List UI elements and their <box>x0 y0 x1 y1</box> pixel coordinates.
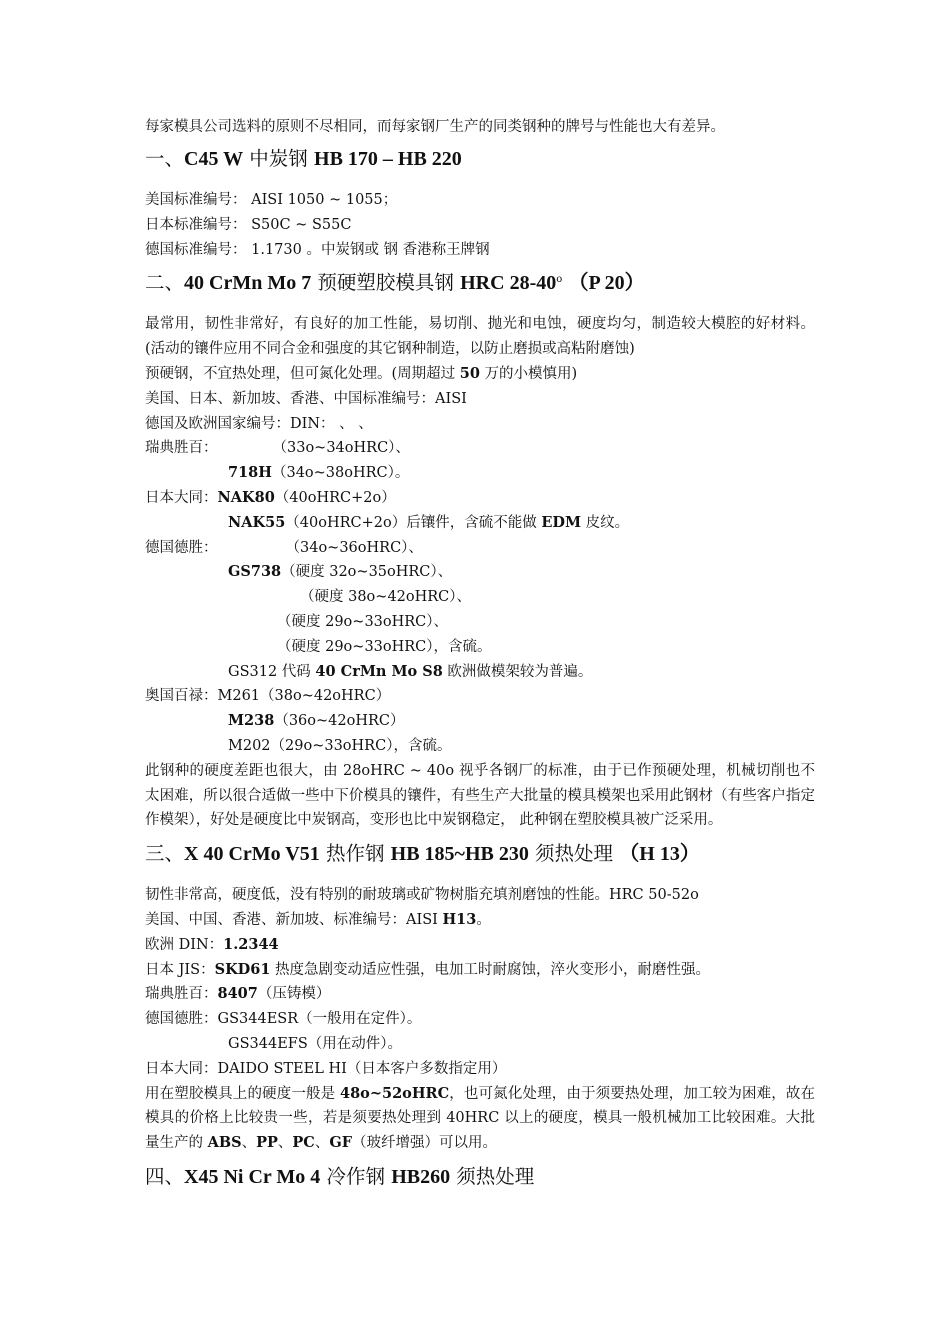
bohler-m202: M202（29o~33oHRC），含硫。 <box>228 737 452 754</box>
p20-std-usa: 美国、日本、新加坡、香港、中国标准编号：AISI <box>145 390 467 407</box>
h13-gs344esr: 德国德胜：GS344ESR（一般用在定件）。 <box>145 1011 422 1028</box>
section-c45w-body <box>145 188 815 262</box>
p20-summary: 此钢种的硬度差距也很大，由 28oHRC ~ 40o 视乎各钢厂的标准，由于已作预硬处理，机械切削也不太困难，所以很合适做一些中下价模具的镶件，有些生产大批量的模具模架也采用此钢材（有些客户指定作模架），好处是硬度比中炭钢高，变形也比中炭钢稳定， 此种钢在塑胶模具被广泛采用。 <box>145 762 815 829</box>
h13-std-usa: 美国、中国、香港、新加坡、标准编号：AISI H13。 <box>145 910 491 928</box>
p20-std-din: 德国及欧洲国家编号：DIN： 、 、 <box>145 415 373 432</box>
h13-assab: 瑞典胜百：8407（压铸模） <box>145 985 331 1003</box>
std-japan: 日本标准编号： S50C ~ S55C <box>145 216 352 233</box>
gs-gs312: GS312 代码 40 CrMn Mo S8 欧洲做模架较为普遍。 <box>228 662 593 680</box>
h13-std-jis: 日本 JIS：SKD61 热度急剧变动适应性强，电加工时耐腐蚀，淬火变形小，耐磨性强。 <box>145 960 711 978</box>
section-h13-body <box>145 883 815 1156</box>
gs-line-1: 德国德胜： （34o~36oHRC）、 <box>145 539 423 556</box>
heading-40crmnmo7: 二、40 CrMn Mo 7 预硬塑胶模具钢 HRC 28-40$^o$ （P 20） <box>145 271 645 295</box>
bohler-m238: M238（36o~42oHRC） <box>228 712 405 730</box>
h13-property: 韧性非常高，硬度低，没有特别的耐玻璃或矿物树脂充填剂磨蚀的性能。HRC 50-52o <box>145 887 699 904</box>
assab-line-1: 瑞典胜百： （33o~34oHRC）、 <box>145 440 410 457</box>
bohler-m261: 奥国百禄：M261（38o~42oHRC） <box>145 688 391 705</box>
gs-line-3: （硬度 38o~42oHRC）、 <box>300 589 472 606</box>
h13-gs344efs: GS344EFS（用在动件）。 <box>228 1035 403 1052</box>
h13-summary: 用在塑胶模具上的硬度一般是 48o~52oHRC，也可氮化处理，由于须要热处理，加工较为困难，故在模具的价格上比较贵一些，若是须要热处理到 40HRC 以上的硬度，模具一般机械加工比较困难。大批量生产的 ABS、PP、PC、GF（玻纤增强）可以用。 <box>145 1084 816 1152</box>
gs-line-5: （硬度 29o~33oHRC），含硫。 <box>277 638 492 655</box>
gs-gs738: GS738（硬度 32o~35oHRC）、 <box>228 563 453 581</box>
assab-718h: 718H（34o~38oHRC）。 <box>228 464 410 482</box>
p20-description: 最常用，韧性非常好，有良好的加工性能，易切削、抛光和电蚀，硬度均匀，制造较大模腔的好材料。(活动的镶件应用不同合金和强度的其它钢种制造，以防止磨损或高粘附磨蚀) <box>145 316 815 358</box>
std-germany: 德国标准编号： 1.1730 。中炭钢或 钢 香港称王牌钢 <box>145 241 490 258</box>
heading-x45nicrmo4: 四、X45 Ni Cr Mo 4 冷作钢 HB260 须热处理 <box>145 1164 535 1188</box>
p20-prehardened-note: 预硬钢，不宜热处理，但可氮化处理。(周期超过 50 万的小模慎用) <box>145 364 578 382</box>
std-usa: 美国标准编号： AISI 1050 ~ 1055； <box>145 192 398 208</box>
intro-text: 每家模具公司选料的原则不尽相同，而每家钢厂生产的同类钢种的牌号与性能也大有差异。 <box>145 119 725 135</box>
gs-line-4: （硬度 29o~33oHRC）、 <box>277 613 449 630</box>
section-40crmnmo7-body <box>145 312 815 833</box>
heading-h13: 三、X 40 CrMo V51 热作钢 HB 185~HB 230 须热处理 （H 13） <box>145 842 700 866</box>
h13-daido: 日本大同：DAIDO STEEL HI（日本客户多数指定用） <box>145 1060 507 1077</box>
heading-c45w: 一、C45 W 中炭钢 HB 170 – HB 220 <box>145 147 462 170</box>
daido-nak55: NAK55（40oHRC+2o）后镶件，含硫不能做 EDM 皮纹。 <box>228 513 630 531</box>
daido-nak80: 日本大同：NAK80（40oHRC+2o） <box>145 488 396 506</box>
document-page <box>145 116 815 1206</box>
h13-std-din: 欧洲 DIN：1.2344 <box>145 935 279 953</box>
